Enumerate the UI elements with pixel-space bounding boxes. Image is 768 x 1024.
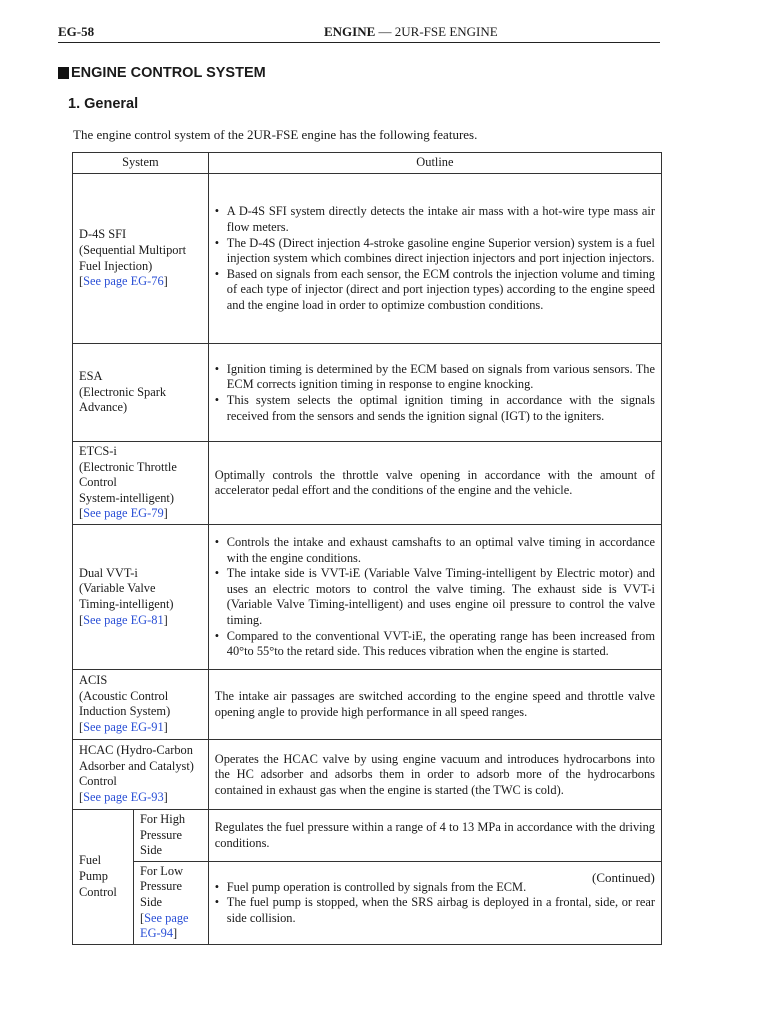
- side-line: Pressure Side: [140, 827, 182, 858]
- header-title: [324, 24, 498, 40]
- see-page-ref: [See page EG-81]: [79, 612, 168, 627]
- fuel-pump-label-line: Pump: [79, 869, 108, 884]
- bullet-item: • Based on signals from each sensor, the ECM controls the injection volume and timing of each type of injector (direct and port injection types) according to the engine speed and the engine load in order to optimize combustion conditions.: [215, 267, 655, 314]
- outline-cell: The intake air passages are switched according to the engine speed and throttle valve opening angle to provide high performance in all speed ranges.: [208, 669, 661, 739]
- engine-control-table: [72, 152, 662, 945]
- outline-cell: Optimally controls the throttle valve opening in accordance with the amount of accelerator pedal effort and the conditions of the engine and the vehicle.: [208, 442, 661, 525]
- section-title: [58, 65, 266, 81]
- system-line: ACIS: [79, 673, 108, 688]
- table-row: [73, 739, 662, 809]
- side-line: For Low: [140, 863, 184, 878]
- table-row: [73, 861, 662, 944]
- outline-cell: [208, 174, 661, 344]
- see-page-link[interactable]: See page EG-81: [83, 612, 164, 627]
- system-line: D-4S SFI: [79, 227, 127, 242]
- bullet-item: • The intake side is VVT-iE (Variable Valve Timing-intelligent by Electric motor) and uses an electric motors to control the valve timing. The exhaust side is VVT-i (Variable Valve Timing-intelligent) and uses engine oil pressure to control the valve timing.: [215, 566, 655, 628]
- outline-cell: Operates the HCAC valve by using engine vacuum and introduces hydrocarbons into the HC adsorber and adsorbs them in order to adsorb more of the hydrocarbons contained in exhaust gas when the engine is started (the TWC is cold).: [208, 739, 661, 809]
- table-row: [73, 669, 662, 739]
- bullet-item: • Controls the intake and exhaust camshafts to an optimal valve timing in accordance with the engine conditions.: [215, 535, 655, 566]
- system-line: ESA: [79, 369, 103, 384]
- see-page-link[interactable]: See page EG-76: [83, 274, 164, 289]
- see-page-link[interactable]: See page EG-94: [140, 910, 189, 941]
- system-line: Induction System): [79, 704, 171, 719]
- bullet-item: • A D-4S SFI system directly detects the intake air mass with a hot-wire type mass air flow meters.: [215, 204, 655, 235]
- page-header: [58, 22, 660, 43]
- table-row: [73, 174, 662, 344]
- system-line: HCAC (Hydro-Carbon: [79, 743, 193, 758]
- see-page-link[interactable]: See page EG-91: [83, 720, 164, 735]
- table-row: [73, 442, 662, 525]
- system-line: Timing-intelligent): [79, 596, 174, 611]
- header-title-bold: ENGINE: [324, 24, 376, 39]
- system-line: Control: [79, 774, 117, 789]
- see-page-link[interactable]: See page EG-79: [83, 506, 164, 521]
- system-line: Fuel Injection): [79, 258, 153, 273]
- fuel-pump-label-line: Fuel: [79, 853, 102, 868]
- fuel-pump-low-side-cell: [134, 861, 209, 944]
- system-line: (Electronic Throttle Control: [79, 459, 177, 490]
- bullet-item: • This system selects the optimal ignition timing in accordance with the signals received from the sensors and sends the ignition signal (IGT) to the igniters.: [215, 393, 655, 424]
- bullet-item: • Ignition timing is determined by the ECM based on signals from various sensors. The ECM corrects ignition timing in response to engine knocking.: [215, 362, 655, 393]
- outline-cell: [208, 524, 661, 669]
- system-line: Adsorber and Catalyst): [79, 758, 194, 773]
- outline-cell: [208, 344, 661, 442]
- system-cell: [73, 442, 209, 525]
- system-cell: [73, 524, 209, 669]
- system-line: (Acoustic Control: [79, 688, 169, 703]
- intro-text: The engine control system of the 2UR-FSE engine has the following features.: [73, 127, 478, 142]
- bullet-item: • The D-4S (Direct injection 4-stroke gasoline engine Superior version) system is a fuel injection system which combines direct injection injectors and port injection injectors.: [215, 236, 655, 267]
- fuel-pump-label-line: Control: [79, 884, 117, 899]
- table-row: [73, 344, 662, 442]
- bullet-item: • Fuel pump operation is controlled by signals from the ECM.: [215, 880, 655, 896]
- system-line: ETCS-i: [79, 444, 117, 458]
- section-title-text: ENGINE CONTROL SYSTEM: [71, 65, 266, 81]
- system-cell: [73, 739, 209, 809]
- bullet-item: • Compared to the conventional VVT-iE, the operating range has been increased from 40°to 55°to the retard side. This reduces vibration when the engine is started.: [215, 629, 655, 660]
- continued-note: (Continued): [592, 870, 655, 885]
- subsection-title: 1. General: [68, 96, 139, 112]
- see-page-link[interactable]: See page EG-93: [83, 790, 164, 805]
- side-line: For High: [140, 811, 186, 826]
- see-page-ref: [See page EG-91]: [79, 720, 168, 735]
- system-line: System-intelligent): [79, 490, 174, 505]
- header-system: System: [73, 153, 209, 174]
- header-outline: Outline: [208, 153, 661, 174]
- see-page-ref: [See page EG-76]: [79, 274, 168, 289]
- system-line: (Sequential Multiport: [79, 242, 187, 257]
- see-page-ref: [See page EG-79]: [79, 506, 168, 521]
- system-line: (Variable Valve: [79, 581, 156, 596]
- table-row: [73, 524, 662, 669]
- square-bullet-icon: [58, 67, 69, 79]
- system-line: Dual VVT-i: [79, 565, 138, 580]
- table-row: [73, 809, 662, 861]
- system-cell: [73, 669, 209, 739]
- fuel-pump-label-cell: [73, 809, 134, 944]
- see-page-ref: [See page EG-94]: [140, 910, 189, 941]
- system-line: (Electronic Spark Advance): [79, 384, 167, 415]
- table-header-row: [73, 153, 662, 174]
- see-page-ref: [See page EG-93]: [79, 790, 168, 805]
- page-number: EG-58: [58, 24, 95, 39]
- system-cell: [73, 344, 209, 442]
- system-cell: [73, 174, 209, 344]
- outline-cell: Regulates the fuel pressure within a range of 4 to 13 MPa in accordance with the driving conditions.: [208, 809, 661, 861]
- header-title-rest: — 2UR-FSE ENGINE: [375, 24, 498, 39]
- bullet-item: • The fuel pump is stopped, when the SRS airbag is deployed in a frontal, side, or rear side collision.: [215, 895, 655, 926]
- side-line: Pressure Side: [140, 879, 182, 909]
- fuel-pump-high-side-cell: [134, 809, 209, 861]
